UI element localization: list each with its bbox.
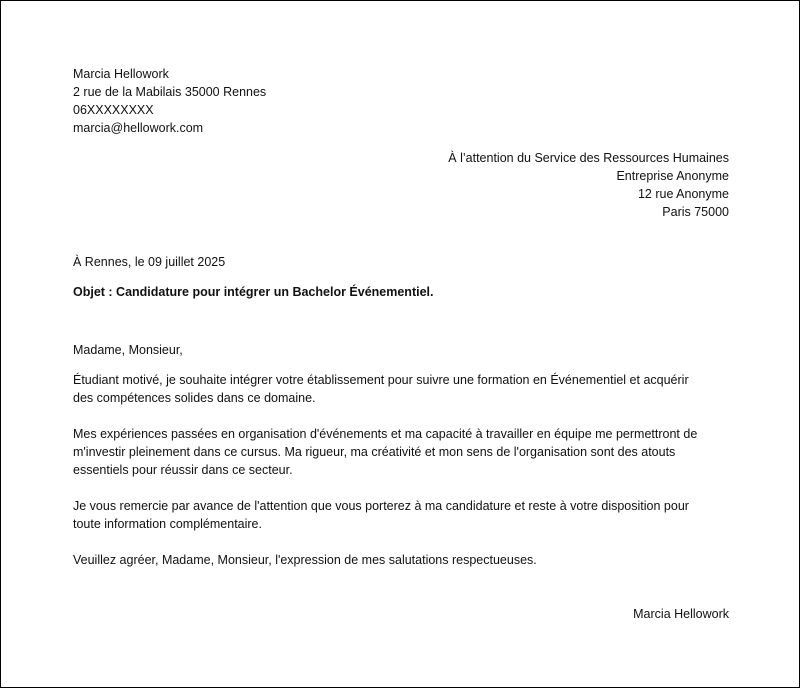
- body-paragraph-1: [73, 371, 729, 407]
- paragraph-line: des compétences solides dans ce domaine.: [73, 391, 316, 405]
- recipient-city: Paris 75000: [662, 205, 729, 219]
- signature-text: Marcia Hellowork: [633, 607, 729, 621]
- paragraph-line: Étudiant motivé, je souhaite intégrer votre établissement pour suivre une formation en Événementiel et acquérir: [73, 373, 689, 387]
- place-date-text: À Rennes, le 09 juillet 2025: [73, 255, 226, 269]
- paragraph-line: toute information complémentaire.: [73, 517, 262, 531]
- recipient-attention: À l’attention du Service des Ressources Humaines: [448, 151, 729, 165]
- sender-block: [73, 65, 729, 137]
- paragraph-line: Mes expériences passées en organisation d'événements et ma capacité à travailler en équipe me permettront de: [73, 427, 698, 441]
- closing-text: Veuillez agréer, Madame, Monsieur, l'expression de mes salutations respectueuses.: [73, 553, 537, 567]
- subject-text: Objet : Candidature pour intégrer un Bachelor Événementiel.: [73, 285, 434, 299]
- sender-phone: 06XXXXXXXX: [73, 103, 154, 117]
- salutation: [73, 341, 729, 359]
- closing-formula: [73, 551, 729, 569]
- subject-line: [73, 283, 729, 301]
- paragraph-line: Je vous remercie par avance de l'attention que vous porterez à ma candidature et reste à votre disposition pour: [73, 499, 689, 513]
- recipient-street: 12 rue Anonyme: [637, 187, 729, 201]
- body-paragraph-3: [73, 497, 729, 533]
- sender-address: 2 rue de la Mabilais 35000 Rennes: [73, 85, 267, 99]
- paragraph-line: essentiels pour réussir dans ce secteur.: [73, 463, 293, 477]
- sender-name: Marcia Hellowork: [73, 67, 169, 81]
- body-paragraph-2: [73, 425, 729, 479]
- place-date: [73, 253, 729, 271]
- signature: [73, 605, 729, 623]
- salutation-text: Madame, Monsieur,: [73, 343, 183, 357]
- recipient-block: [73, 149, 729, 221]
- sender-email: marcia@hellowork.com: [73, 121, 204, 135]
- recipient-company: Entreprise Anonyme: [616, 169, 729, 183]
- paragraph-line: m'investir pleinement dans ce cursus. Ma rigueur, ma créativité et mon sens de l'organisation sont des atouts: [73, 445, 676, 459]
